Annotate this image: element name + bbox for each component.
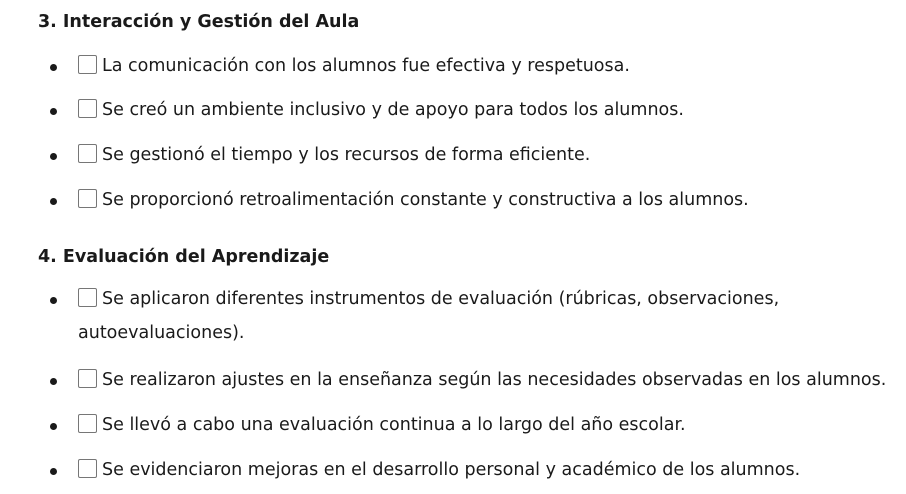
checkbox[interactable] xyxy=(78,459,97,478)
checklist-item-label: Se proporcionó retroalimentación constante y constructiva a los alumnos. xyxy=(102,190,749,210)
checklist-item xyxy=(78,183,749,217)
checkbox[interactable] xyxy=(78,288,97,307)
checklist-item-label: Se llevó a cabo una evaluación continua a lo largo del año escolar. xyxy=(102,415,686,435)
bullet-icon xyxy=(50,198,57,205)
checkbox[interactable] xyxy=(78,99,97,118)
checklist-item xyxy=(78,453,800,487)
checklist-item xyxy=(78,138,590,172)
checkbox[interactable] xyxy=(78,369,97,388)
checklist-item-label: Se creó un ambiente inclusivo y de apoyo para todos los alumnos. xyxy=(102,100,684,120)
section-title-evaluacion: 4. Evaluación del Aprendizaje xyxy=(38,247,330,267)
checklist-item-label: Se realizaron ajustes en la enseñanza según las necesidades observadas en los alumnos. xyxy=(102,370,887,390)
checklist-item-label: Se gestionó el tiempo y los recursos de forma eficiente. xyxy=(102,145,591,165)
bullet-icon xyxy=(50,108,57,115)
checklist-item-label: Se aplicaron diferentes instrumentos de evaluación (rúbricas, observaciones, autoevaluaciones). xyxy=(78,289,780,343)
checklist-item xyxy=(78,363,886,397)
bullet-icon xyxy=(50,378,57,385)
bullet-icon xyxy=(50,64,57,71)
checkbox[interactable] xyxy=(78,55,97,74)
bullet-icon xyxy=(50,468,57,475)
checklist-item-label: La comunicación con los alumnos fue efectiva y respetuosa. xyxy=(102,56,630,76)
checklist-item xyxy=(78,93,684,127)
checkbox[interactable] xyxy=(78,189,97,208)
checklist-item xyxy=(78,408,686,442)
checkbox[interactable] xyxy=(78,144,97,163)
checklist-item-label: Se evidenciaron mejoras en el desarrollo personal y académico de los alumnos. xyxy=(102,460,801,480)
checkbox[interactable] xyxy=(78,414,97,433)
checklist-item xyxy=(78,282,798,350)
section-title-interaccion: 3. Interacción y Gestión del Aula xyxy=(38,12,360,32)
bullet-icon xyxy=(50,297,57,304)
checklist-item xyxy=(78,49,630,83)
bullet-icon xyxy=(50,423,57,430)
bullet-icon xyxy=(50,153,57,160)
